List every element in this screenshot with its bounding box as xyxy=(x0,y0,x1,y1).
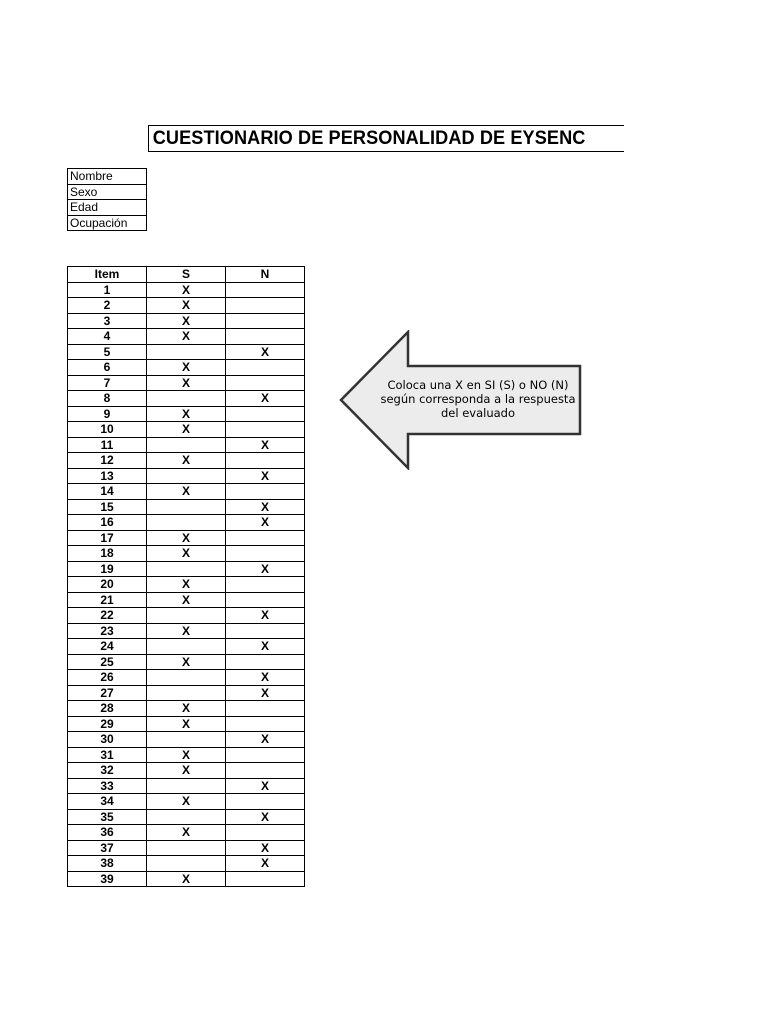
header-s: S xyxy=(147,267,226,283)
n-cell xyxy=(226,654,305,670)
item-cell: 24 xyxy=(68,639,147,655)
s-cell: X xyxy=(147,360,226,376)
item-cell: 5 xyxy=(68,344,147,360)
table-row xyxy=(68,654,305,670)
item-cell: 35 xyxy=(68,809,147,825)
s-cell: X xyxy=(147,406,226,422)
n-cell: X xyxy=(226,499,305,515)
item-cell: 1 xyxy=(68,282,147,298)
header-item: Item xyxy=(68,267,147,283)
s-cell: X xyxy=(147,282,226,298)
info-fields-table xyxy=(67,168,147,231)
table-row xyxy=(68,670,305,686)
n-cell xyxy=(226,406,305,422)
n-cell: X xyxy=(226,391,305,407)
table-row xyxy=(68,623,305,639)
s-cell xyxy=(147,608,226,624)
n-cell: X xyxy=(226,468,305,484)
table-row xyxy=(68,313,305,329)
table-row xyxy=(68,825,305,841)
table-row xyxy=(68,437,305,453)
table-row xyxy=(68,577,305,593)
n-cell xyxy=(226,623,305,639)
table-row xyxy=(68,794,305,810)
info-row-ocupacion xyxy=(68,215,147,231)
s-cell: X xyxy=(147,701,226,717)
item-cell: 22 xyxy=(68,608,147,624)
s-cell xyxy=(147,344,226,360)
n-cell: X xyxy=(226,561,305,577)
n-cell: X xyxy=(226,344,305,360)
n-cell xyxy=(226,592,305,608)
answers-body xyxy=(68,282,305,887)
s-cell: X xyxy=(147,453,226,469)
table-row xyxy=(68,484,305,500)
info-label-edad: Edad xyxy=(68,200,147,216)
n-cell xyxy=(226,546,305,562)
header-n: N xyxy=(226,267,305,283)
table-row xyxy=(68,561,305,577)
n-cell xyxy=(226,360,305,376)
info-row-edad xyxy=(68,200,147,216)
table-row xyxy=(68,809,305,825)
item-cell: 28 xyxy=(68,701,147,717)
item-cell: 30 xyxy=(68,732,147,748)
item-cell: 11 xyxy=(68,437,147,453)
table-row xyxy=(68,732,305,748)
table-row xyxy=(68,422,305,438)
s-cell: X xyxy=(147,825,226,841)
n-cell xyxy=(226,871,305,887)
n-cell xyxy=(226,453,305,469)
page-title: CUESTIONARIO DE PERSONALIDAD DE EYSENC xyxy=(152,127,586,149)
table-row xyxy=(68,468,305,484)
n-cell xyxy=(226,375,305,391)
table-row xyxy=(68,639,305,655)
s-cell: X xyxy=(147,592,226,608)
table-row xyxy=(68,530,305,546)
n-cell: X xyxy=(226,685,305,701)
n-cell: X xyxy=(226,856,305,872)
s-cell: X xyxy=(147,329,226,345)
s-cell: X xyxy=(147,375,226,391)
table-row xyxy=(68,608,305,624)
item-cell: 29 xyxy=(68,716,147,732)
n-cell xyxy=(226,530,305,546)
n-cell xyxy=(226,422,305,438)
n-cell: X xyxy=(226,608,305,624)
callout-line-3: del evaluado xyxy=(440,406,516,420)
item-cell: 2 xyxy=(68,298,147,314)
n-cell xyxy=(226,825,305,841)
n-cell xyxy=(226,701,305,717)
table-row xyxy=(68,344,305,360)
item-cell: 17 xyxy=(68,530,147,546)
s-cell xyxy=(147,685,226,701)
s-cell: X xyxy=(147,747,226,763)
item-cell: 25 xyxy=(68,654,147,670)
info-label-sexo: Sexo xyxy=(68,184,147,200)
s-cell: X xyxy=(147,623,226,639)
table-row xyxy=(68,391,305,407)
n-cell: X xyxy=(226,732,305,748)
n-cell xyxy=(226,747,305,763)
callout-line-1: Coloca una X en SI (S) o NO (N) xyxy=(387,378,569,392)
s-cell xyxy=(147,732,226,748)
info-label-ocupacion: Ocupación xyxy=(68,215,147,231)
s-cell xyxy=(147,809,226,825)
n-cell xyxy=(226,577,305,593)
table-row xyxy=(68,329,305,345)
callout-text xyxy=(378,378,578,420)
item-cell: 6 xyxy=(68,360,147,376)
table-row xyxy=(68,453,305,469)
item-cell: 3 xyxy=(68,313,147,329)
item-cell: 38 xyxy=(68,856,147,872)
item-cell: 23 xyxy=(68,623,147,639)
n-cell xyxy=(226,282,305,298)
n-cell: X xyxy=(226,809,305,825)
table-row xyxy=(68,747,305,763)
s-cell xyxy=(147,840,226,856)
item-cell: 16 xyxy=(68,515,147,531)
table-row xyxy=(68,406,305,422)
callout-line-2: según corresponda a la respuesta xyxy=(380,392,576,406)
info-row-nombre xyxy=(68,169,147,185)
s-cell: X xyxy=(147,577,226,593)
table-row xyxy=(68,298,305,314)
table-row xyxy=(68,499,305,515)
item-cell: 14 xyxy=(68,484,147,500)
s-cell: X xyxy=(147,716,226,732)
item-cell: 36 xyxy=(68,825,147,841)
s-cell: X xyxy=(147,484,226,500)
s-cell: X xyxy=(147,298,226,314)
item-cell: 12 xyxy=(68,453,147,469)
s-cell: X xyxy=(147,313,226,329)
s-cell: X xyxy=(147,546,226,562)
table-row xyxy=(68,375,305,391)
s-cell xyxy=(147,468,226,484)
s-cell xyxy=(147,561,226,577)
item-cell: 9 xyxy=(68,406,147,422)
item-cell: 31 xyxy=(68,747,147,763)
table-row xyxy=(68,282,305,298)
n-cell xyxy=(226,484,305,500)
item-cell: 10 xyxy=(68,422,147,438)
table-row xyxy=(68,546,305,562)
item-cell: 34 xyxy=(68,794,147,810)
n-cell xyxy=(226,329,305,345)
item-cell: 18 xyxy=(68,546,147,562)
s-cell xyxy=(147,639,226,655)
s-cell: X xyxy=(147,763,226,779)
answers-header-row xyxy=(68,267,305,283)
item-cell: 21 xyxy=(68,592,147,608)
table-row xyxy=(68,856,305,872)
n-cell: X xyxy=(226,639,305,655)
s-cell: X xyxy=(147,794,226,810)
table-row xyxy=(68,871,305,887)
n-cell xyxy=(226,298,305,314)
table-row xyxy=(68,685,305,701)
table-row xyxy=(68,701,305,717)
s-cell xyxy=(147,499,226,515)
n-cell: X xyxy=(226,670,305,686)
s-cell xyxy=(147,391,226,407)
n-cell xyxy=(226,763,305,779)
s-cell xyxy=(147,670,226,686)
item-cell: 20 xyxy=(68,577,147,593)
item-cell: 4 xyxy=(68,329,147,345)
info-row-sexo xyxy=(68,184,147,200)
table-row xyxy=(68,840,305,856)
s-cell xyxy=(147,515,226,531)
s-cell xyxy=(147,856,226,872)
s-cell: X xyxy=(147,654,226,670)
n-cell xyxy=(226,313,305,329)
item-cell: 26 xyxy=(68,670,147,686)
info-label-nombre: Nombre xyxy=(68,169,147,185)
item-cell: 8 xyxy=(68,391,147,407)
n-cell: X xyxy=(226,778,305,794)
item-cell: 39 xyxy=(68,871,147,887)
table-row xyxy=(68,515,305,531)
s-cell: X xyxy=(147,530,226,546)
title-box xyxy=(148,125,624,152)
table-row xyxy=(68,763,305,779)
n-cell: X xyxy=(226,437,305,453)
item-cell: 7 xyxy=(68,375,147,391)
item-cell: 19 xyxy=(68,561,147,577)
item-cell: 27 xyxy=(68,685,147,701)
table-row xyxy=(68,716,305,732)
n-cell: X xyxy=(226,515,305,531)
s-cell: X xyxy=(147,871,226,887)
item-cell: 33 xyxy=(68,778,147,794)
item-cell: 32 xyxy=(68,763,147,779)
table-row xyxy=(68,360,305,376)
n-cell xyxy=(226,794,305,810)
item-cell: 37 xyxy=(68,840,147,856)
table-row xyxy=(68,592,305,608)
n-cell: X xyxy=(226,840,305,856)
s-cell xyxy=(147,778,226,794)
s-cell xyxy=(147,437,226,453)
item-cell: 15 xyxy=(68,499,147,515)
table-row xyxy=(68,778,305,794)
n-cell xyxy=(226,716,305,732)
item-cell: 13 xyxy=(68,468,147,484)
answers-table xyxy=(67,266,305,887)
s-cell: X xyxy=(147,422,226,438)
